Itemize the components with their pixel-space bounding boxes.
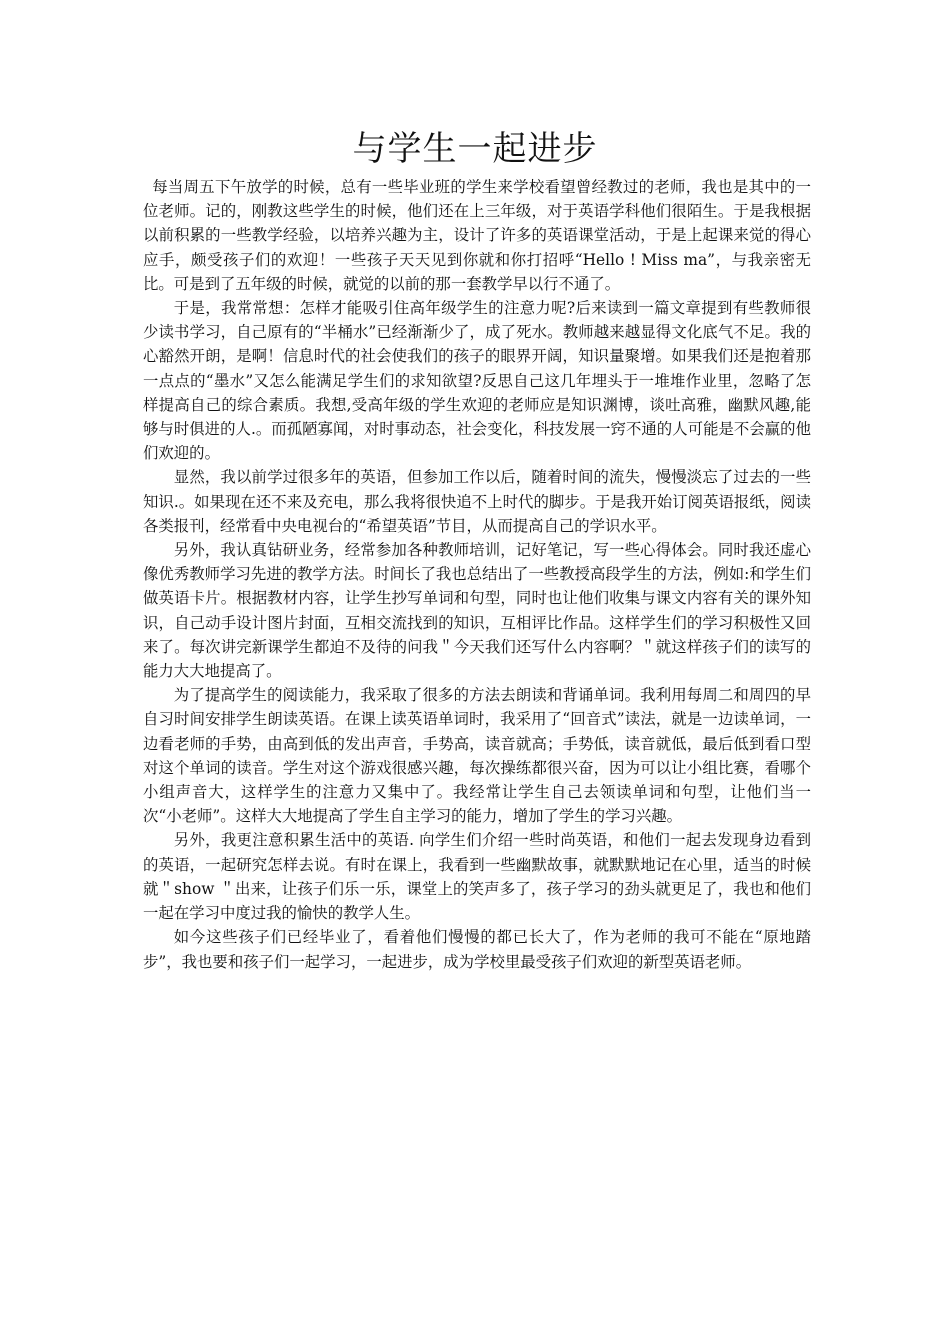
paragraph-3: 显然，我以前学过很多年的英语，但参加工作以后，随着时间的流失，慢慢淡忘了过去的一些知识.。如果现在还不来及充电，那么我将很快追不上时代的脚步。于是我开始订阅英语报纸，阅读各类报刊，经常看中央电视台的“希望英语”节目，从而提高自己的学识水平。 [143, 468, 811, 535]
paragraph-2: 于是，我常常想：怎样才能吸引住高年级学生的注意力呢?后来读到一篇文章提到有些教师很少读书学习，自己原有的“半桶水”已经渐渐少了，成了死水。教师越来越显得文化底气不足。我的心豁然开朗，是啊！信息时代的社会使我们的孩子的眼界开阔，知识量聚增。如果我们还是抱着那一点点的“墨水”又怎么能满足学生们的求知欲望?反思自己这几年埋头于一堆堆作业里，忽略了怎样提高自己的综合素质。我想,受高年级的学生欢迎的老师应是知识渊博，谈吐高雅，幽默风趣,能够与时俱进的人.。而孤陋寡闻，对时事动态，社会变化，科技发展一窍不通的人可能是不会赢的他们欢迎的。 [143, 299, 811, 463]
paragraph-1: 每当周五下午放学的时候，总有一些毕业班的学生来学校看望曾经教过的老师，我也是其中的一位老师。记的，刚教这些学生的时候，他们还在上三年级，对于英语学科他们很陌生。于是我根据以前积累的一些教学经验，以培养兴趣为主，设计了许多的英语课堂活动，于是上起课来觉的得心应手，颇受孩子们的欢迎！一些孩子天天见到你就和你打招呼“Hello ! Miss ma”，与我亲密无比。可是到了五年级的时候，就觉的以前的那一套教学早以行不通了。 [143, 178, 811, 293]
document-body [143, 175, 811, 974]
paragraph-7: 如今这些孩子们已经毕业了，看着他们慢慢的都已长大了，作为老师的我可不能在“原地踏步”，我也要和孩子们一起学习，一起进步，成为学校里最受孩子们欢迎的新型英语老师。 [143, 928, 811, 971]
document-title: 与学生一起进步 [352, 129, 598, 169]
paragraph-4: 另外，我认真钻研业务，经常参加各种教师培训，记好笔记，写一些心得体会。同时我还虚心像优秀教师学习先进的教学方法。时间长了我也总结出了一些教授高段学生的方法，例如:和学生们做英语卡片。根据教材内容，让学生抄写单词和句型，同时也让他们收集与课文内容有关的课外知识，自己动手设计图片封面，互相交流找到的知识，互相评比作品。这样学生们的学习积极性又回来了。每次讲完新课学生都迫不及待的问我＂今天我们还写什么内容啊？＂就这样孩子们的读写的能力大大地提高了。 [143, 541, 811, 681]
paragraph-5: 为了提高学生的阅读能力，我采取了很多的方法去朗读和背诵单词。我利用每周二和周四的早自习时间安排学生朗读英语。在课上读英语单词时，我采用了“回音式”读法，就是一边读单词，一边看老师的手势，由高到低的发出声音，手势高，读音就高；手势低，读音就低，最后低到看口型对这个单词的读音。学生对这个游戏很感兴趣，每次操练都很兴奋，因为可以让小组比赛，看哪个小组声音大，这样学生的注意力又集中了。我经常让学生自己去领读单词和句型，让他们当一次“小老师”。这样大大地提高了学生自主学习的能力，增加了学生的学习兴趣。 [143, 686, 811, 826]
paragraph-6: 另外，我更注意积累生活中的英语. 向学生们介绍一些时尚英语，和他们一起去发现身边看到的英语，一起研究怎样去说。有时在课上，我看到一些幽默故事，就默默地记在心里，适当的时候就＂show ＂出来，让孩子们乐一乐，课堂上的笑声多了，孩子学习的劲头就更足了，我也和他们一起在学习中度过我的愉快的教学人生。 [143, 831, 811, 923]
